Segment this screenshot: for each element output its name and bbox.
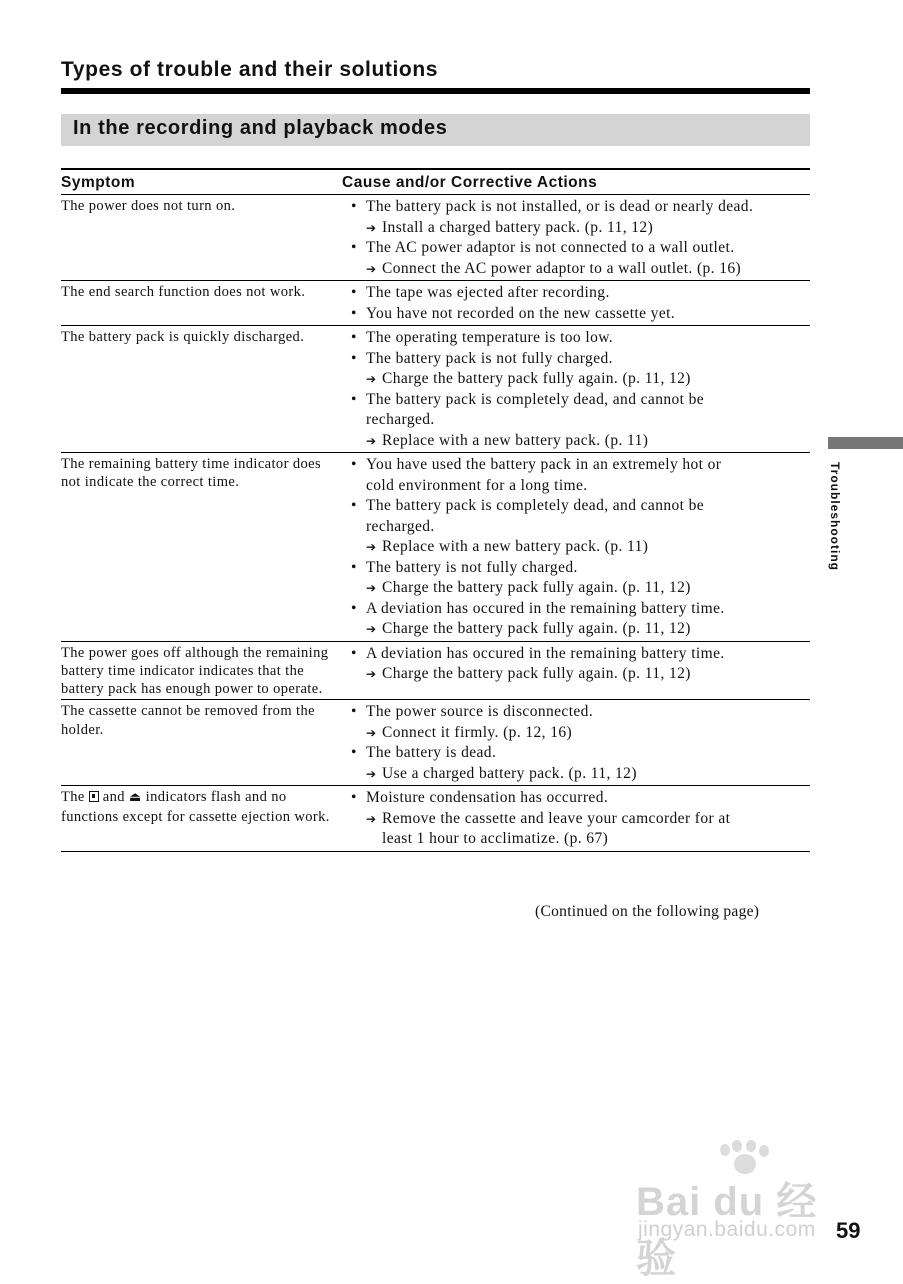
corrective-action <box>344 578 810 599</box>
cause-text: The AC power adaptor is not connected to a wall outlet. <box>366 239 735 256</box>
corrective-action <box>344 537 810 558</box>
bullet-icon: • <box>351 198 357 215</box>
table-row <box>61 326 810 453</box>
cause-text: The battery pack is completely dead, and cannot be <box>366 497 705 514</box>
cause-text: The operating temperature is too low. <box>366 329 614 346</box>
symptom-cell: The end search function does not work. <box>61 281 342 326</box>
corrective-action <box>344 369 810 390</box>
corrective-action <box>344 259 810 280</box>
side-tab-marker <box>828 437 903 449</box>
cause-bullet <box>344 788 810 809</box>
cause-cell <box>342 641 810 700</box>
cause-text: A deviation has occured in the remaining battery time. <box>366 644 725 662</box>
eject-icon: ⏏ <box>128 790 142 806</box>
bullet-icon: • <box>351 304 357 322</box>
cause-text: Replace with a new battery pack. (p. 11) <box>382 431 649 449</box>
symptom-cell: The power goes off although the remaining battery time indicator indicates that the battery pack has enough power to operate. <box>61 641 342 700</box>
side-tab-text: Troubleshooting <box>828 462 842 571</box>
corrective-action <box>344 764 810 785</box>
cause-cell <box>342 195 810 281</box>
table-row <box>61 786 810 852</box>
cause-bullet <box>344 304 810 325</box>
bullet-icon: • <box>351 644 357 662</box>
cause-text: The battery pack is not fully charged. <box>366 349 613 367</box>
cause-text: Remove the cassette and leave your camcorder for at <box>382 809 731 827</box>
cause-text: Moisture condensation has occurred. <box>366 789 609 807</box>
corrective-action <box>344 619 810 640</box>
cause-text: You have used the battery pack in an extremely hot or <box>366 456 722 473</box>
arrow-right-icon: ➔ <box>366 811 377 826</box>
cause-bullet <box>344 558 810 579</box>
header-symptom: Symptom <box>61 169 342 195</box>
cause-text: Install a charged battery pack. (p. 11, 12) <box>382 218 654 236</box>
bullet-icon: • <box>351 349 357 367</box>
table-header-row <box>61 169 810 195</box>
cause-text: recharged. <box>366 517 435 535</box>
page-heading: Types of trouble and their solutions <box>61 58 810 94</box>
watermark-url: jingyan.baidu.com <box>638 1218 816 1241</box>
cause-cont <box>344 517 810 538</box>
cause-cell <box>342 453 810 642</box>
bullet-icon: • <box>351 239 357 256</box>
bullet-icon: • <box>351 456 357 473</box>
section-title: In the recording and playback modes <box>73 117 448 139</box>
arrow-right-icon: ➔ <box>366 581 377 595</box>
baidu-watermark <box>636 1140 846 1281</box>
corrective-action <box>344 723 810 744</box>
cause-text: Charge the battery pack fully again. (p. 11, 12) <box>382 370 691 387</box>
symptom-text: The <box>61 789 89 806</box>
bullet-icon: • <box>351 284 357 301</box>
cause-cont <box>344 410 810 431</box>
bullet-icon: • <box>351 497 357 514</box>
arrow-right-icon: ➔ <box>366 372 377 386</box>
corrective-action <box>344 431 810 452</box>
bullet-icon: • <box>351 558 357 576</box>
cause-text: The battery pack is completely dead, and cannot be <box>366 390 705 408</box>
bullet-icon: • <box>351 703 357 721</box>
cause-text: A deviation has occured in the remaining battery time. <box>366 599 725 617</box>
header-causes: Cause and/or Corrective Actions <box>342 169 810 195</box>
symptom-text: indicators flash and no functions except for cassette ejection work. <box>61 789 330 825</box>
symptom-cell: The battery pack is quickly discharged. <box>61 326 342 453</box>
cause-cell <box>342 700 810 786</box>
cause-text: Charge the battery pack fully again. (p. 11, 12) <box>382 665 691 682</box>
symptom-text: and <box>98 789 129 806</box>
cause-text: least 1 hour to acclimatize. (p. 67) <box>382 830 609 848</box>
corrective-action <box>344 218 810 239</box>
bullet-icon: • <box>351 599 357 617</box>
trouble-table <box>61 168 810 852</box>
cause-text: Replace with a new battery pack. (p. 11) <box>382 538 649 555</box>
cause-bullet <box>344 644 810 665</box>
cause-text: Connect the AC power adaptor to a wall outlet. (p. 16) <box>382 259 742 277</box>
cause-bullet <box>344 455 810 476</box>
cause-bullet <box>344 702 810 723</box>
cause-cell <box>342 326 810 453</box>
cause-cell <box>342 281 810 326</box>
symptom-cell: The power does not turn on. <box>61 195 342 281</box>
corrective-action <box>344 664 810 685</box>
arrow-right-icon: ➔ <box>366 766 377 781</box>
cause-text: You have not recorded on the new cassette yet. <box>366 304 676 322</box>
page-number: 59 <box>836 1218 861 1243</box>
bullet-icon: • <box>351 789 357 807</box>
cause-bullet <box>344 390 810 411</box>
cause-text: Charge the battery pack fully again. (p. 11, 12) <box>382 620 691 637</box>
cause-bullet <box>344 599 810 620</box>
cause-bullet <box>344 283 810 304</box>
arrow-right-icon: ➔ <box>366 725 377 740</box>
cause-text: Charge the battery pack fully again. (p. 11, 12) <box>382 579 691 596</box>
section-title-bar <box>61 114 810 146</box>
cause-cont <box>344 476 810 497</box>
watermark-logo: Bai du 经验 <box>636 1180 818 1281</box>
table-body <box>61 195 810 852</box>
cause-text: The battery is not fully charged. <box>366 558 578 576</box>
table-row <box>61 641 810 700</box>
cause-text: The battery is dead. <box>366 744 497 762</box>
arrow-right-icon: ➔ <box>366 540 377 554</box>
symptom-cell: The cassette cannot be removed from the holder. <box>61 700 342 786</box>
bullet-icon: • <box>351 329 357 346</box>
symptom-cell: The remaining battery time indicator does not indicate the correct time. <box>61 453 342 642</box>
cassette-warning-icon <box>89 791 99 802</box>
cause-bullet <box>344 197 810 218</box>
bullet-icon: • <box>351 390 357 408</box>
cause-text: Connect it firmly. (p. 12, 16) <box>382 723 573 741</box>
symptom-cell <box>61 786 342 852</box>
table-row <box>61 195 810 281</box>
cause-bullet <box>344 743 810 764</box>
table-row <box>61 281 810 326</box>
arrow-right-icon: ➔ <box>366 433 377 448</box>
cause-cell <box>342 786 810 852</box>
table-row <box>61 700 810 786</box>
cause-text: Use a charged battery pack. (p. 11, 12) <box>382 764 637 782</box>
side-tab-label <box>824 462 848 582</box>
cause-bullet <box>344 496 810 517</box>
cause-text: The power source is disconnected. <box>366 703 594 721</box>
cause-text: The battery pack is not installed, or is dead or nearly dead. <box>366 198 754 215</box>
corrective-action <box>344 809 810 830</box>
cause-bullet <box>344 238 810 259</box>
arrow-right-icon: ➔ <box>366 261 377 276</box>
arrow-right-icon: ➔ <box>366 667 377 681</box>
continued-note: (Continued on the following page) <box>535 903 760 920</box>
cause-text: recharged. <box>366 411 435 428</box>
arrow-right-icon: ➔ <box>366 220 377 235</box>
cause-bullet <box>344 328 810 349</box>
table-row <box>61 453 810 642</box>
arrow-right-icon: ➔ <box>366 622 377 636</box>
cause-bullet <box>344 349 810 370</box>
cause-text: cold environment for a long time. <box>366 476 588 494</box>
cause-text: The tape was ejected after recording. <box>366 284 610 301</box>
bullet-icon: • <box>351 744 357 762</box>
corrective-action-cont <box>344 829 810 850</box>
